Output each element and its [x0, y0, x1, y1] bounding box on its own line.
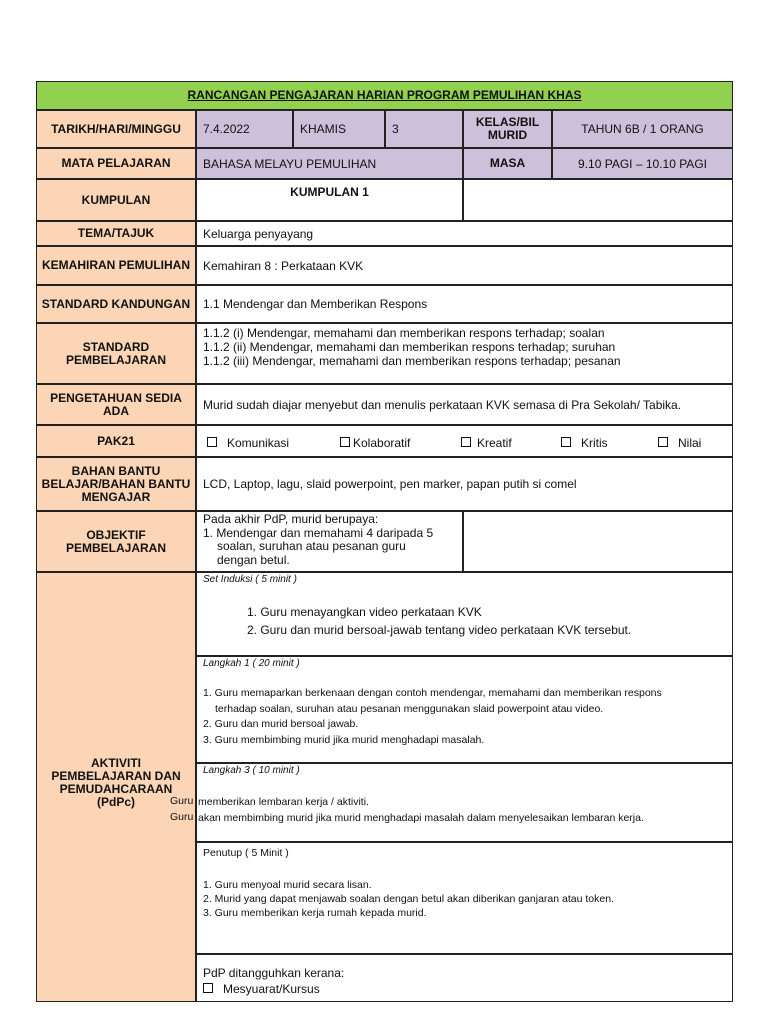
value-bahan: LCD, Laptop, lagu, slaid powerpoint, pen marker, papan putih si comel: [196, 457, 733, 511]
value-kelas: TAHUN 6B / 1 ORANG: [552, 110, 733, 148]
pak21-nilai[interactable]: Nilai: [658, 436, 701, 450]
set-induksi-heading: Set Induksi ( 5 minit ): [203, 574, 297, 585]
sp-line: 1.1.2 (i) Mendengar, memahami dan memberikan respons terhadap; soalan: [203, 326, 605, 340]
pak21-cell: [196, 425, 733, 457]
langkah1-line: 1. Guru memaparkan berkenaan dengan contoh mendengar, memahami dan memberikan respons: [203, 687, 662, 699]
pak21-kritis[interactable]: Kritis: [561, 436, 608, 450]
label-kemahiran: KEMAHIRAN PEMULIHAN: [36, 246, 196, 285]
objektif-blank-cell: [463, 511, 733, 572]
aktiviti-label-cell: [36, 572, 196, 1002]
pak21-kolaboratif[interactable]: Kolaboratif: [340, 436, 410, 450]
value-date: 7.4.2022: [196, 110, 293, 148]
value-pengetahuan: Murid sudah diajar menyebut dan menulis perkataan KVK semasa di Pra Sekolah/ Tabika.: [196, 384, 733, 425]
sp-line: 1.1.2 (ii) Mendengar, memahami dan memberikan respons terhadap; suruhan: [203, 340, 616, 354]
objektif-line: Pada akhir PdP, murid berupaya:: [203, 512, 379, 526]
langkah1-line: 3. Guru membimbing murid jika murid menghadapi masalah.: [203, 734, 485, 746]
objektif-cell: [196, 511, 463, 572]
checkbox-icon[interactable]: [203, 983, 213, 993]
label-tema: TEMA/TAJUK: [36, 221, 196, 246]
objektif-line: 1. Mendengar dan memahami 4 daripada 5: [203, 525, 434, 540]
sp-line: 1.1.2 (iii) Mendengar, memahami dan memberikan respons terhadap; pesanan: [203, 354, 621, 368]
checkbox-icon[interactable]: [340, 437, 350, 447]
langkah3-line2: akan membimbing murid jika murid menghadapi masalah dalam menyelesaikan lembaran kerja.: [198, 812, 644, 824]
standard-pembelajaran-list: [203, 326, 621, 368]
label-objektif: OBJEKTIF PEMBELAJARAN: [36, 511, 196, 572]
label-aktiviti: AKTIVITI PEMBELAJARAN DAN PEMUDAHCARAAN (PdPc): [51, 756, 181, 809]
penutup-line: 1. Guru menyoal murid secara lisan.: [203, 879, 372, 891]
langkah3-line1: memberikan lembaran kerja / aktiviti.: [198, 796, 369, 808]
value-standard-kandungan: 1.1 Mendengar dan Memberikan Respons: [196, 285, 733, 323]
value-day: KHAMIS: [293, 110, 385, 148]
page-title: [36, 81, 733, 110]
checkbox-icon[interactable]: [561, 437, 571, 447]
label-masa: MASA: [463, 148, 552, 179]
objektif-list: [203, 513, 433, 567]
title-text: RANCANGAN PENGAJARAN HARIAN PROGRAM PEMULIHAN KHAS: [187, 88, 582, 102]
value-tema: Keluarga penyayang: [196, 221, 733, 246]
label-tarikh: TARIKH/HARI/MINGGU: [36, 110, 196, 148]
label-standard-pembelajaran: STANDARD PEMBELAJARAN: [36, 323, 196, 384]
value-week: 3: [385, 110, 463, 148]
pak21-kreatif[interactable]: Kreatif: [461, 436, 512, 450]
checkbox-icon[interactable]: [207, 437, 217, 447]
set-induksi-line: 2. Guru dan murid bersoal-jawab tentang video perkataan KVK tersebut.: [247, 623, 632, 637]
label-mata-pelajaran: MATA PELAJARAN: [36, 148, 196, 179]
label-standard-kandungan: STANDARD KANDUNGAN: [36, 285, 196, 323]
ditangguhkan-cell: [196, 954, 733, 1002]
langkah3-cell: [196, 763, 733, 842]
label-pak21: PAK21: [36, 425, 196, 457]
checkbox-icon[interactable]: [461, 437, 471, 447]
objektif-line: dengan betul.: [217, 552, 290, 567]
penutup-heading: Penutup ( 5 Minit ): [203, 847, 289, 859]
langkah3-prefix1: Guru: [170, 795, 194, 807]
penutup-line: 2. Murid yang dapat menjawab soalan dengan betul akan diberikan ganjaran atau token.: [203, 893, 614, 905]
value-masa: 9.10 PAGI – 10.10 PAGI: [552, 148, 733, 179]
checkbox-icon[interactable]: [658, 437, 668, 447]
langkah1-heading: Langkah 1 ( 20 minit ): [203, 658, 300, 669]
label-kelas: KELAS/BIL MURID: [463, 110, 552, 148]
ditangguhkan-heading: PdP ditangguhkan kerana:: [203, 966, 345, 980]
value-subject: BAHASA MELAYU PEMULIHAN: [196, 148, 463, 179]
langkah1-line: terhadap soalan, suruhan atau pesanan menggunakan slaid powerpoint atau video.: [215, 703, 604, 715]
pak21-komunikasi[interactable]: Komunikasi: [207, 436, 289, 450]
penutup-cell: [196, 842, 733, 954]
set-induksi-cell: [196, 572, 733, 656]
objektif-line: soalan, suruhan atau pesanan guru: [217, 539, 406, 553]
langkah3-prefix2: Guru: [170, 811, 194, 823]
label-pengetahuan: PENGETAHUAN SEDIA ADA: [36, 384, 196, 425]
langkah1-cell: [196, 656, 733, 763]
value-kemahiran: Kemahiran 8 : Perkataan KVK: [196, 246, 733, 285]
value-kumpulan: KUMPULAN 1: [290, 185, 369, 199]
langkah3-heading: Langkah 3 ( 10 minit ): [203, 765, 300, 776]
langkah1-line: 2. Guru dan murid bersoal jawab.: [203, 718, 359, 730]
kumpulan-blank-cell: [463, 179, 733, 221]
penutup-line: 3. Guru memberikan kerja rumah kepada murid.: [203, 907, 427, 919]
standard-pembelajaran-cell: [196, 323, 733, 384]
set-induksi-list: [247, 603, 631, 639]
label-kumpulan: KUMPULAN: [36, 179, 196, 221]
label-bahan: BAHAN BANTU BELAJAR/BAHAN BANTU MENGAJAR: [36, 457, 196, 511]
set-induksi-line: 1. Guru menayangkan video perkataan KVK: [247, 605, 482, 619]
ditangguhkan-option[interactable]: Mesyuarat/Kursus: [203, 982, 320, 996]
kumpulan-cell: [196, 179, 463, 221]
